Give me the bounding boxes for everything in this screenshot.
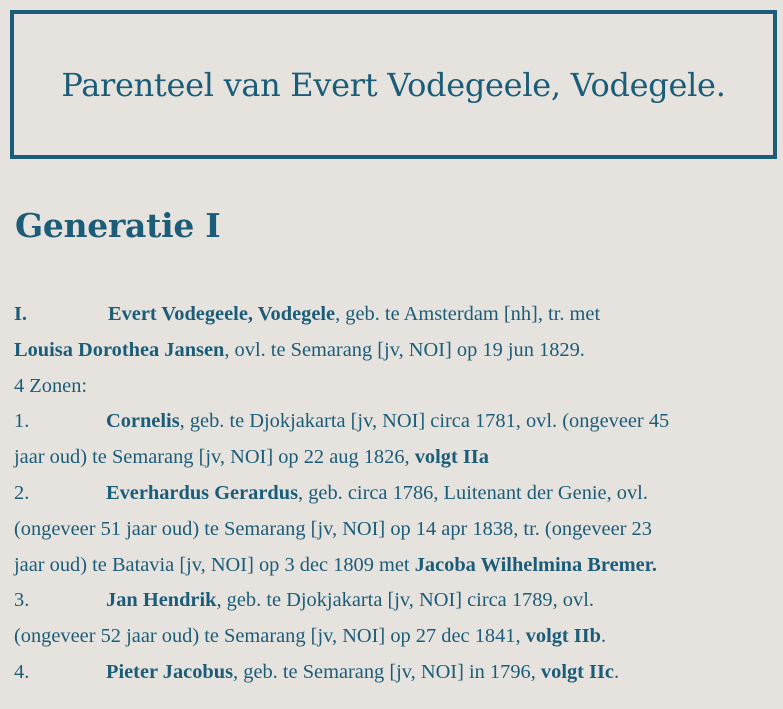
progenitor-line-2 [14,333,774,369]
child-name: Pieter Jacobus [106,660,234,683]
progenitor-spouse: Louisa Dorothea Jansen [14,338,225,361]
title-box [10,10,777,159]
progenitor-line-1 [14,297,774,333]
progenitor-text-1: , geb. te Amsterdam [nh], tr. met [335,303,601,325]
page-title: Parenteel van Evert Vodegeele, Vodegele. [61,65,726,104]
child-2-line-2 [14,512,774,548]
child-3-line-2 [14,619,774,655]
progenitor-text-2: , ovl. te Semarang [jv, NOI] op 19 jun 1829. [224,338,585,361]
child-follows: volgt IIa [414,446,489,469]
child-name: Everhardus Gerardus [106,481,299,504]
child-text: , geb. te Djokjakarta [jv, NOI] circa 1789, ovl. [216,589,594,612]
child-number: 2. [14,481,30,504]
progenitor-name: Evert Vodegeele, Vodegele [108,303,336,325]
child-name: Jan Hendrik [106,589,217,612]
child-text: , geb. te Semarang [jv, NOI] in 1796, [233,660,541,683]
child-text: (ongeveer 52 jaar oud) te Semarang [jv, NOI] op 27 dec 1841, [14,625,526,648]
child-text: , geb. circa 1786, Luitenant der Genie, ovl. [298,481,648,504]
progenitor-number: I. [14,303,28,325]
child-follows: volgt IIc [540,660,614,683]
child-number: 3. [14,589,30,612]
child-number: 4. [14,660,30,683]
child-text: jaar oud) te Semarang [jv, NOI] op 22 aug 1826, [14,446,415,469]
genealogy-text [14,297,774,691]
children-label: 4 Zonen: [14,374,88,397]
child-spouse: Jacoba Wilhelmina Bremer. [414,553,657,576]
child-end: . [613,660,620,683]
child-3-line-1 [14,583,774,619]
child-2-line-1 [14,476,774,512]
child-1-line-2 [14,440,774,476]
child-name: Cornelis [106,410,180,433]
child-text: (ongeveer 51 jaar oud) te Semarang [jv, NOI] op 14 apr 1838, tr. (ongeveer 23 [14,517,652,540]
child-text: jaar oud) te Batavia [jv, NOI] op 3 dec 1809 met [14,553,415,576]
child-1-line-1 [14,404,774,440]
generation-heading: Generatie I [15,206,221,245]
child-4-line-1 [14,655,774,691]
child-end: . [601,625,607,648]
child-text: , geb. te Djokjakarta [jv, NOI] circa 1781, ovl. (ongeveer 45 [179,410,670,433]
child-2-line-3 [14,548,774,584]
child-number: 1. [14,410,30,433]
child-follows: volgt IIb [525,625,602,648]
